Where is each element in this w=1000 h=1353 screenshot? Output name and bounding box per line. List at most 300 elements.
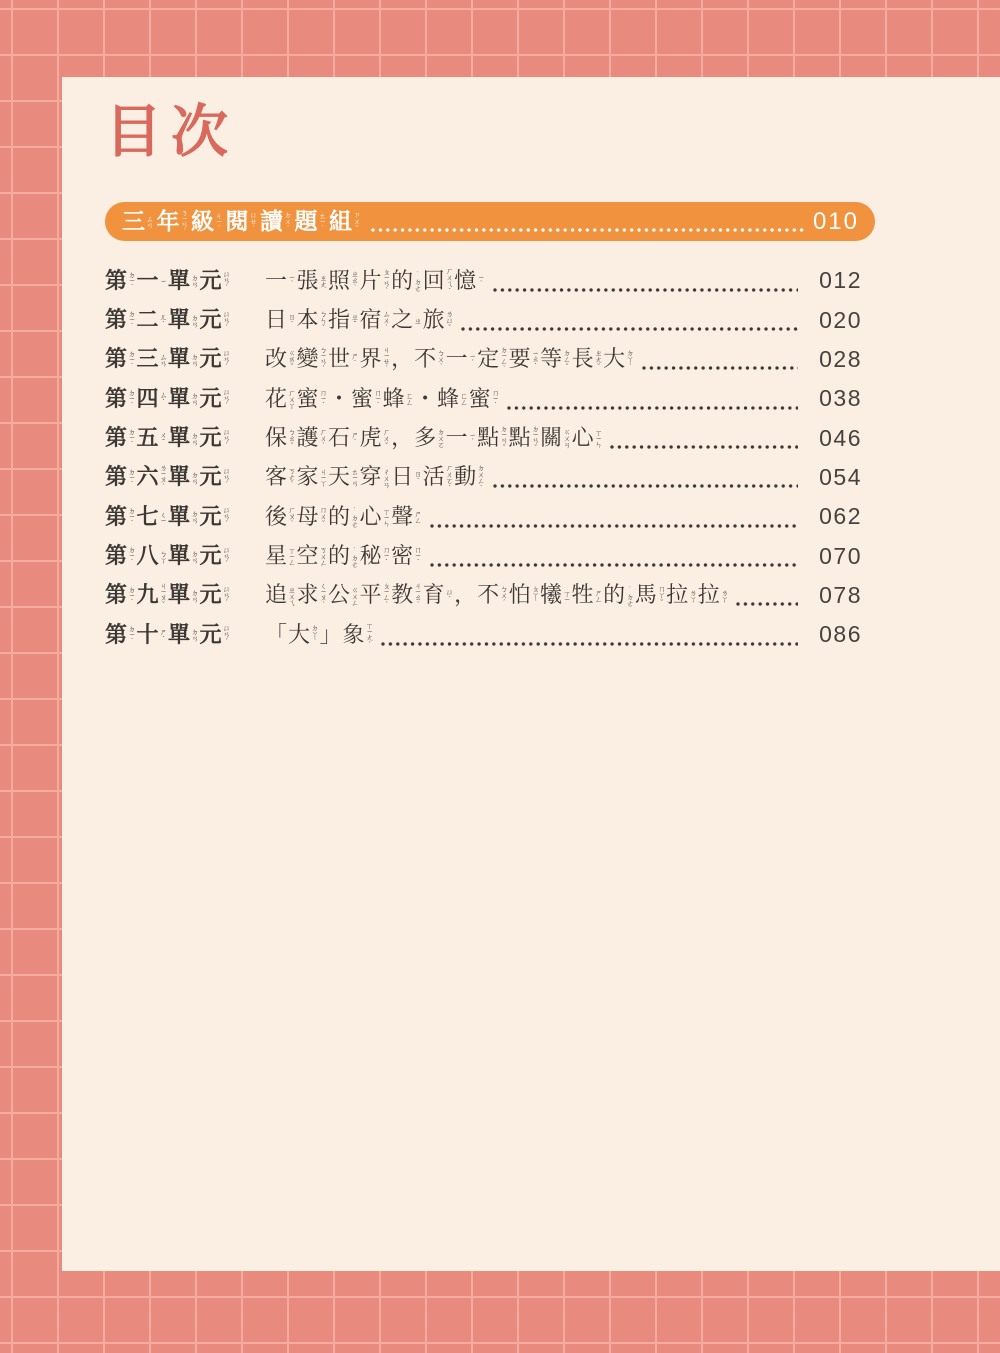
- zhuyin-annotation: ㄆㄧㄥˊ: [382, 582, 392, 609]
- character: 單: [168, 346, 191, 372]
- character: 閱: [225, 208, 249, 234]
- character: 蜂: [382, 385, 405, 411]
- char-with-zhuyin: [572, 584, 603, 606]
- character: ，: [391, 346, 414, 372]
- toc-entry-title: [265, 425, 603, 451]
- char-with-zhuyin: [454, 464, 485, 492]
- character: 二: [136, 307, 159, 333]
- char-with-zhuyin: [446, 427, 477, 449]
- zhuyin-annotation: ㄇㄧˋ: [382, 546, 392, 566]
- zhuyin-annotation: ㄒㄧㄣ: [594, 429, 604, 448]
- toc-row: [105, 576, 862, 615]
- char-with-zhuyin: [603, 348, 634, 370]
- char-with-zhuyin: [296, 503, 329, 529]
- character: ，: [454, 582, 477, 608]
- toc-unit-label: [105, 309, 265, 331]
- zhuyin-annotation: ㄇㄧˋ: [413, 546, 423, 566]
- toc-unit-label: [105, 621, 265, 647]
- toc-row: [105, 615, 862, 654]
- char-with-zhuyin: [168, 309, 199, 331]
- char-with-zhuyin: [137, 582, 168, 608]
- zhuyin-annotation: ㄉㄢ: [190, 588, 200, 602]
- char-with-zhuyin: [265, 267, 297, 293]
- punctuation-char: [454, 584, 476, 606]
- zhuyin-annotation: ㄒㄧㄥ: [287, 547, 297, 566]
- character: 照: [328, 267, 351, 293]
- character: 」: [319, 621, 342, 647]
- character: 長: [571, 346, 594, 372]
- toc-page-number: 020: [819, 306, 862, 333]
- zhuyin-annotation: ˙ㄉㄜ: [350, 506, 360, 528]
- zhuyin-annotation: ㄧˊ: [468, 352, 478, 366]
- zhuyin-annotation: ㄧ: [159, 278, 169, 284]
- character: 第: [105, 425, 128, 451]
- toc-unit-label: [105, 427, 265, 449]
- character: 元: [199, 543, 222, 569]
- character: 心: [571, 425, 594, 451]
- zhuyin-annotation: ㄉㄨˊ: [283, 211, 293, 232]
- char-with-zhuyin: [423, 309, 454, 331]
- zhuyin-annotation: ㄇㄧˋ: [373, 388, 383, 409]
- char-with-zhuyin: [359, 503, 392, 529]
- char-with-zhuyin: [168, 466, 199, 488]
- char-with-zhuyin: [391, 545, 422, 567]
- toc-entry-title: [265, 346, 635, 372]
- toc-entry-title: [265, 385, 501, 411]
- char-with-zhuyin: [477, 584, 508, 606]
- zhuyin-annotation: ㄉㄢ: [190, 274, 200, 288]
- character: 變: [296, 346, 319, 372]
- zhuyin-annotation: ㄐㄧㄚ: [319, 468, 329, 487]
- char-with-zhuyin: [414, 348, 445, 370]
- character: 要: [508, 346, 531, 372]
- toc-page-number: 062: [819, 503, 862, 530]
- char-with-zhuyin: [105, 385, 137, 411]
- char-with-zhuyin: [328, 267, 360, 293]
- zhuyin-annotation: ㄇㄧˋ: [491, 388, 501, 409]
- char-with-zhuyin: [136, 267, 169, 293]
- page-title: 目次: [105, 100, 237, 164]
- dot-leader: [461, 327, 798, 331]
- zhuyin-annotation: ㄑㄧㄡˊ: [319, 582, 329, 609]
- character: 單: [168, 267, 191, 293]
- zhuyin-annotation: ㄑㄧ: [159, 510, 169, 523]
- char-with-zhuyin: [265, 427, 296, 449]
- char-with-zhuyin: [157, 209, 189, 235]
- character: 世: [328, 346, 351, 372]
- toc-unit-label: [105, 582, 265, 608]
- zhuyin-annotation: ˙ㄉㄜ: [625, 584, 635, 606]
- zhuyin-annotation: ㄧˋ: [476, 274, 486, 288]
- char-with-zhuyin: [288, 621, 320, 647]
- zhuyin-annotation: ㄉㄧˋ: [127, 585, 137, 606]
- zhuyin-annotation: ㄩㄢˊ: [222, 506, 232, 528]
- character: 母: [296, 503, 319, 529]
- zhuyin-annotation: ㄉㄢ: [190, 510, 200, 524]
- punctuation-char: [391, 348, 413, 370]
- zhuyin-annotation: ㄌㄚ: [688, 588, 698, 602]
- char-with-zhuyin: [603, 584, 634, 606]
- char-with-zhuyin: [391, 503, 423, 529]
- character: 石: [328, 425, 351, 451]
- character: 五: [136, 425, 159, 451]
- char-with-zhuyin: [137, 464, 168, 490]
- character: 星: [265, 543, 288, 569]
- char-with-zhuyin: [297, 346, 328, 372]
- zhuyin-annotation: ㄖˋ: [413, 470, 423, 485]
- character: 育: [422, 582, 445, 608]
- character: 點: [508, 425, 531, 451]
- zhuyin-annotation: ㄙˋ: [159, 391, 169, 406]
- character: 多: [414, 425, 437, 451]
- character: 心: [359, 503, 382, 529]
- character: 蜜: [468, 385, 491, 411]
- character: 九: [136, 582, 159, 608]
- character: 十: [136, 621, 159, 647]
- char-with-zhuyin: [105, 427, 136, 449]
- zhuyin-annotation: ㄅㄠˇ: [287, 427, 297, 449]
- punctuation-char: [328, 385, 351, 411]
- zhuyin-annotation: ㄍㄞˇ: [287, 348, 297, 370]
- char-with-zhuyin: [391, 309, 422, 331]
- character: 秘: [359, 543, 382, 569]
- character: 四: [136, 385, 159, 411]
- zhuyin-annotation: ㄓㄤ: [319, 274, 329, 288]
- punctuation-char: [391, 427, 413, 449]
- character: 大: [288, 621, 311, 647]
- character: 界: [359, 346, 382, 372]
- zhuyin-annotation: ㄉㄢ: [190, 313, 200, 327]
- toc-row: [105, 379, 862, 418]
- char-with-zhuyin: [391, 466, 422, 488]
- character: 元: [199, 464, 222, 490]
- character: 回: [422, 267, 445, 293]
- character: 元: [199, 503, 222, 529]
- toc-row: [105, 536, 862, 575]
- character: 單: [168, 425, 191, 451]
- character: 級: [191, 208, 214, 234]
- char-with-zhuyin: [297, 545, 328, 567]
- zhuyin-annotation: ˙ㄉㄜ: [413, 270, 423, 292]
- zhuyin-annotation: ㄧㄠˋ: [531, 349, 541, 370]
- char-with-zhuyin: [360, 466, 391, 488]
- toc-entry-title: [265, 309, 454, 331]
- dot-leader: [381, 642, 798, 646]
- toc-unit-label: [105, 348, 265, 370]
- character: 拉: [697, 582, 720, 608]
- char-with-zhuyin: [200, 466, 231, 488]
- character: 密: [391, 543, 414, 569]
- zhuyin-annotation: ㄓ: [413, 316, 423, 324]
- zhuyin-annotation: ㄩㄢˊ: [222, 466, 232, 488]
- char-with-zhuyin: [572, 348, 603, 370]
- character: 平: [359, 582, 382, 608]
- toc-page-number: 086: [819, 621, 862, 648]
- char-with-zhuyin: [437, 385, 469, 411]
- char-with-zhuyin: [698, 584, 729, 606]
- dot-leader: [430, 563, 798, 567]
- char-with-zhuyin: [328, 427, 359, 449]
- zhuyin-annotation: ㄎㄨㄥ: [319, 546, 329, 566]
- zhuyin-annotation: ㄏㄨㄛˊ: [445, 463, 455, 492]
- char-with-zhuyin: [391, 582, 422, 608]
- zhuyin-annotation: ㄅㄣˇ: [319, 309, 329, 331]
- character: 第: [105, 503, 128, 529]
- char-with-zhuyin: [666, 584, 697, 606]
- char-with-zhuyin: [200, 309, 231, 331]
- character: 點: [477, 425, 500, 451]
- zhuyin-annotation: ㄙㄨˋ: [382, 309, 392, 331]
- zhuyin-annotation: ㄎㄜˋ: [287, 466, 297, 488]
- char-with-zhuyin: [136, 503, 169, 529]
- character: 單: [168, 464, 191, 490]
- char-with-zhuyin: [360, 582, 391, 608]
- character: 旅: [422, 307, 445, 333]
- char-with-zhuyin: [168, 545, 199, 567]
- character: 片: [359, 267, 382, 293]
- zhuyin-annotation: ㄐㄧㄝˋ: [382, 346, 392, 373]
- char-with-zhuyin: [477, 346, 508, 372]
- character: 牲: [571, 582, 594, 608]
- character: 組: [329, 208, 352, 234]
- character: 拉: [666, 582, 689, 608]
- zhuyin-annotation: ㄇㄧˋ: [319, 388, 329, 409]
- character: 動: [454, 464, 477, 490]
- char-with-zhuyin: [328, 545, 359, 567]
- zhuyin-annotation: ㄅㄨˋ: [436, 348, 446, 370]
- char-with-zhuyin: [199, 621, 232, 647]
- char-with-zhuyin: [540, 427, 571, 449]
- char-with-zhuyin: [414, 427, 445, 449]
- zhuyin-annotation: ㄆㄧㄢˋ: [382, 267, 392, 294]
- char-with-zhuyin: [168, 584, 199, 606]
- char-with-zhuyin: [105, 267, 137, 293]
- character: 蜜: [351, 385, 374, 411]
- zhuyin-annotation: ㄏㄨㄚ: [287, 388, 297, 409]
- toc-entry-title: [265, 582, 729, 608]
- toc-row: [105, 261, 862, 300]
- char-with-zhuyin: [168, 267, 200, 293]
- char-with-zhuyin: [260, 210, 292, 233]
- zhuyin-annotation: ㄊㄧㄢ: [350, 468, 360, 487]
- toc-row: [105, 497, 862, 536]
- zhuyin-annotation: ˙ㄉㄜ: [350, 545, 360, 567]
- char-with-zhuyin: [423, 584, 454, 606]
- toc-entry-title: [265, 545, 423, 567]
- char-with-zhuyin: [265, 385, 297, 411]
- character: 的: [603, 582, 626, 608]
- zhuyin-annotation: ㄋㄧㄢˊ: [180, 208, 189, 235]
- character: 天: [328, 464, 351, 490]
- character: 元: [199, 346, 222, 372]
- zhuyin-annotation: ㄙㄢ: [145, 215, 155, 228]
- character: 客: [265, 464, 288, 490]
- zhuyin-annotation: ㄏㄡˋ: [287, 506, 297, 528]
- char-with-zhuyin: [105, 621, 137, 647]
- zhuyin-annotation: ㄩㄝˋ: [249, 211, 258, 232]
- character: ・: [414, 385, 437, 411]
- char-with-zhuyin: [329, 210, 361, 233]
- character: 定: [477, 346, 500, 372]
- character: 指: [328, 307, 351, 333]
- character: 日: [265, 307, 288, 333]
- toc-unit-label: [105, 503, 265, 529]
- zhuyin-annotation: ㄉㄧˋ: [127, 506, 137, 527]
- character: 三: [136, 346, 159, 372]
- char-with-zhuyin: [351, 385, 383, 411]
- zhuyin-annotation: ㄏㄨˇ: [382, 427, 392, 449]
- character: 年: [156, 208, 180, 234]
- char-with-zhuyin: [137, 545, 168, 567]
- zhuyin-annotation: ㄐㄧˊ: [214, 211, 224, 232]
- zhuyin-annotation: ㄓㄠˋ: [350, 270, 360, 292]
- character: 單: [168, 582, 191, 608]
- char-with-zhuyin: [137, 427, 168, 449]
- zhuyin-annotation: ㄉㄢ: [190, 392, 200, 406]
- toc-page-number: 012: [819, 267, 862, 294]
- char-with-zhuyin: [297, 309, 328, 331]
- zhuyin-annotation: ㄉㄨㄛ: [436, 428, 446, 448]
- zhuyin-annotation: ㄕㄥ: [413, 510, 423, 524]
- toc-page-number: 046: [819, 424, 862, 451]
- character: 之: [391, 307, 414, 333]
- zhuyin-annotation: ㄏㄨˋ: [319, 427, 329, 449]
- character: 改: [265, 346, 288, 372]
- zhuyin-annotation: ㄉㄧˋ: [127, 546, 137, 566]
- character: 「: [265, 621, 288, 647]
- punctuation-char: [265, 621, 288, 647]
- zhuyin-annotation: ㄉㄧˋ: [127, 467, 137, 488]
- character: 單: [168, 307, 191, 333]
- character: 七: [136, 503, 159, 529]
- char-with-zhuyin: [105, 545, 136, 567]
- char-with-zhuyin: [328, 584, 359, 606]
- zhuyin-annotation: ㄖˋ: [287, 312, 297, 328]
- zhuyin-annotation: ㄏㄨㄟˊ: [445, 266, 455, 295]
- character: 第: [105, 267, 128, 293]
- character: 的: [391, 267, 414, 293]
- char-with-zhuyin: [265, 309, 296, 331]
- character: 犧: [540, 582, 563, 608]
- character: 關: [540, 425, 563, 451]
- char-with-zhuyin: [199, 267, 232, 293]
- zhuyin-annotation: ㄈㄥ: [405, 392, 415, 406]
- char-with-zhuyin: [509, 348, 540, 370]
- zhuyin-annotation: ㄒㄧㄤˋ: [365, 621, 375, 648]
- character: 第: [105, 621, 128, 647]
- character: 一: [136, 267, 159, 293]
- char-with-zhuyin: [446, 348, 477, 370]
- dot-leader: [507, 406, 798, 410]
- zhuyin-annotation: ㄩㄢˊ: [222, 388, 232, 410]
- toc-entry-title: [265, 464, 486, 492]
- zhuyin-annotation: ㄌㄧㄡˋ: [159, 464, 169, 491]
- dot-leader: [371, 228, 807, 232]
- zhuyin-annotation: ㄉㄢ: [190, 628, 200, 642]
- char-with-zhuyin: [382, 385, 415, 411]
- char-with-zhuyin: [360, 545, 391, 567]
- zhuyin-annotation: ㄇㄚˇ: [657, 584, 667, 606]
- char-with-zhuyin: [423, 464, 454, 492]
- character: 不: [477, 582, 500, 608]
- char-with-zhuyin: [105, 348, 136, 370]
- character: 元: [199, 385, 222, 411]
- character: 第: [105, 385, 128, 411]
- char-with-zhuyin: [105, 503, 137, 529]
- character: 空: [296, 543, 319, 569]
- zhuyin-annotation: ㄩㄢˊ: [222, 270, 232, 292]
- toc-entry-title: [265, 622, 374, 648]
- zhuyin-annotation: ㄓㄤˇ: [594, 348, 604, 370]
- character: 穿: [359, 464, 382, 490]
- toc-page-number: 054: [819, 463, 862, 490]
- character: 教: [391, 582, 414, 608]
- character: 活: [422, 464, 445, 490]
- toc-page-number: 038: [819, 385, 862, 412]
- character: 日: [391, 464, 414, 490]
- char-with-zhuyin: [199, 385, 232, 411]
- zhuyin-annotation: ㄉㄧˋ: [127, 388, 137, 409]
- char-with-zhuyin: [105, 466, 136, 488]
- character: 公: [328, 582, 351, 608]
- character: 單: [168, 621, 191, 647]
- character: 不: [414, 346, 437, 372]
- character: ・: [328, 385, 351, 411]
- character: 聲: [391, 503, 414, 529]
- char-with-zhuyin: [468, 385, 501, 411]
- section-header-pill: [105, 202, 875, 241]
- zhuyin-annotation: ㄆㄚˋ: [531, 584, 541, 606]
- zhuyin-annotation: ㄦˋ: [159, 312, 169, 328]
- character: 第: [105, 582, 128, 608]
- zhuyin-annotation: ㄓˇ: [350, 312, 360, 328]
- character: 八: [136, 543, 159, 569]
- character: 第: [105, 346, 128, 372]
- zhuyin-annotation: ㄩㄢˊ: [222, 545, 232, 567]
- character: 元: [199, 307, 222, 333]
- char-with-zhuyin: [265, 503, 297, 529]
- zhuyin-annotation: ㄧˋ: [468, 431, 478, 445]
- character: 憶: [454, 267, 477, 293]
- char-with-zhuyin: [265, 466, 296, 488]
- char-with-zhuyin: [265, 348, 296, 370]
- char-with-zhuyin: [295, 210, 327, 233]
- char-with-zhuyin: [509, 425, 540, 451]
- character: 大: [603, 346, 626, 372]
- zhuyin-annotation: ㄉㄢ: [190, 352, 200, 366]
- character: 護: [296, 425, 319, 451]
- zhuyin-annotation: ㄐㄧㄠˋ: [413, 582, 423, 609]
- char-with-zhuyin: [168, 385, 200, 411]
- zhuyin-annotation: ㄩㄢˊ: [222, 348, 232, 370]
- zhuyin-annotation: ㄌㄚ: [720, 588, 730, 602]
- toc-unit-label: [105, 545, 265, 567]
- zhuyin-annotation: ㄅㄨˊ: [499, 584, 509, 606]
- zhuyin-annotation: ㄉㄨㄥˋ: [476, 463, 486, 492]
- character: 題: [294, 208, 318, 234]
- toc-unit-label: [105, 385, 265, 411]
- zhuyin-annotation: ㄔㄨㄢ: [382, 467, 392, 488]
- char-with-zhuyin: [360, 309, 391, 331]
- character: 張: [296, 267, 319, 293]
- character: 追: [265, 582, 288, 608]
- zhuyin-annotation: ㄓㄨㄟ: [287, 585, 297, 606]
- zhuyin-annotation: ㄉㄥˇ: [562, 348, 572, 370]
- character: 單: [168, 385, 191, 411]
- zhuyin-annotation: ㄅㄚ: [159, 549, 169, 563]
- character: 元: [199, 621, 222, 647]
- char-with-zhuyin: [105, 584, 136, 606]
